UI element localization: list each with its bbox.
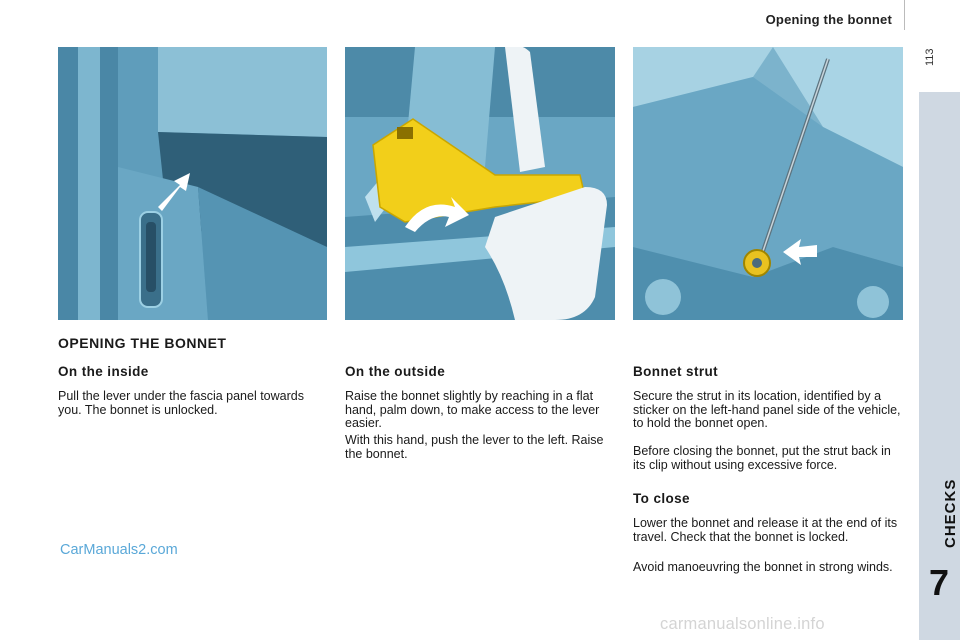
heading-bonnet-strut: Bonnet strut: [633, 364, 719, 379]
paragraph-close-1: Lower the bonnet and release it at the end of its travel. Check that the bonnet is locked.: [633, 516, 898, 544]
heading-on-the-inside: On the inside: [58, 364, 149, 379]
section-title: OPENING THE BONNET: [58, 335, 227, 351]
paragraph-strut-2: Before closing the bonnet, put the strut back in its clip without using excessive force.: [633, 444, 891, 472]
paragraph-inside: Pull the lever under the fascia panel towards you. The bonnet is unlocked.: [58, 389, 304, 417]
chapter-number: 7: [928, 562, 950, 603]
photo-bonnet-strut: [633, 47, 903, 320]
watermark-carmanualsonline: carmanualsonline.info: [660, 615, 825, 633]
heading-to-close: To close: [633, 491, 690, 506]
watermark-carmanuals2: CarManuals2.com: [60, 542, 178, 558]
chapter-side-tab: [919, 92, 960, 640]
page-number: 113: [924, 48, 936, 66]
photo-inside-lever: [58, 47, 327, 320]
paragraph-outside-1: Raise the bonnet slightly by reaching in a flat hand, palm down, to make access to the lever easier.: [345, 389, 600, 430]
chapter-label: CHECKS: [942, 478, 959, 548]
paragraph-strut-1: Secure the strut in its location, identified by a sticker on the left-hand panel side of the vehicle, to hold the bonnet open.: [633, 389, 901, 430]
paragraph-outside-2: With this hand, push the lever to the left. Raise the bonnet.: [345, 433, 604, 461]
photo-outside-lever: [345, 47, 615, 320]
page-header-title: Opening the bonnet: [765, 12, 892, 27]
heading-on-the-outside: On the outside: [345, 364, 446, 379]
paragraph-close-2: Avoid manoeuvring the bonnet in strong winds.: [633, 560, 893, 574]
header-divider: [904, 0, 905, 30]
